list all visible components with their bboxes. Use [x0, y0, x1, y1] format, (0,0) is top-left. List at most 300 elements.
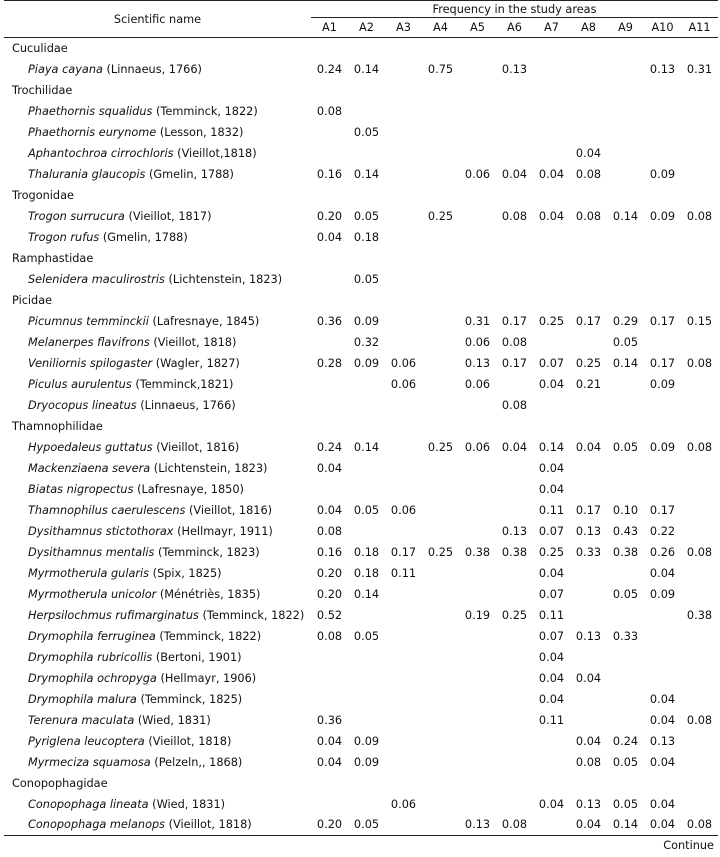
species-row	[4, 626, 718, 647]
species-row	[4, 542, 718, 563]
frequency-cell	[385, 143, 422, 164]
frequency-cell	[681, 668, 718, 689]
frequency-cell: 0.33	[612, 629, 639, 643]
species-name	[4, 395, 311, 416]
frequency-cell	[422, 794, 459, 815]
frequency-cell	[459, 395, 496, 416]
frequency-cell: 0.04	[649, 797, 676, 811]
frequency-cell: 0.22	[649, 524, 676, 538]
family-row	[4, 416, 718, 437]
species-author: (Gmelin, 1788)	[148, 167, 234, 181]
frequency-cell	[644, 458, 681, 479]
frequency-cell	[533, 59, 570, 80]
frequency-cell: 0.13	[575, 524, 602, 538]
frequency-cell	[385, 206, 422, 227]
frequency-cell	[607, 59, 644, 80]
frequency-cell: 0.18	[353, 230, 380, 244]
empty-cell	[311, 773, 348, 794]
frequency-cell: 0.04	[538, 692, 565, 706]
empty-cell	[496, 290, 533, 311]
frequency-cell: 0.75	[427, 62, 454, 76]
frequency-cell	[570, 647, 607, 668]
frequency-cell	[607, 269, 644, 290]
frequency-cell	[496, 227, 533, 248]
family-name: Ramphastidae	[12, 251, 94, 265]
frequency-cell: 0.17	[501, 356, 528, 370]
frequency-cell	[459, 521, 496, 542]
frequency-cell	[459, 563, 496, 584]
family-row	[4, 773, 718, 794]
frequency-cell	[348, 374, 385, 395]
frequency-cell: 0.13	[649, 734, 676, 748]
frequency-cell: 0.04	[501, 167, 528, 181]
frequency-cell: 0.04	[501, 440, 528, 454]
frequency-cell	[459, 227, 496, 248]
empty-cell	[681, 416, 718, 437]
frequency-cell: 0.08	[686, 356, 713, 370]
frequency-cell	[422, 689, 459, 710]
species-name	[4, 458, 311, 479]
frequency-cell: 0.08	[575, 755, 602, 769]
empty-cell	[681, 38, 718, 59]
frequency-cell: 0.43	[612, 524, 639, 538]
empty-cell	[459, 80, 496, 101]
species-binomial: Drymophila malura	[28, 692, 137, 706]
frequency-cell	[311, 647, 348, 668]
species-row	[4, 59, 718, 80]
frequency-cell: 0.11	[538, 713, 565, 727]
species-row	[4, 164, 718, 185]
frequency-cell	[607, 710, 644, 731]
species-name	[4, 437, 311, 458]
frequency-cell: 0.04	[575, 671, 602, 685]
frequency-cell	[422, 521, 459, 542]
frequency-cell: 0.04	[649, 566, 676, 580]
species-row	[4, 500, 718, 521]
empty-cell	[681, 773, 718, 794]
species-name	[4, 584, 311, 605]
area-header: A2	[348, 18, 385, 38]
empty-cell	[644, 185, 681, 206]
frequency-cell: 0.17	[501, 314, 528, 328]
species-name	[4, 605, 311, 626]
frequency-cell: 0.10	[612, 503, 639, 517]
frequency-cell: 0.04	[538, 377, 565, 391]
species-row	[4, 437, 718, 458]
species-name	[4, 143, 311, 164]
species-author: (Vieillot, 1816)	[188, 503, 273, 517]
species-author: (Temminck, 1822)	[202, 608, 305, 622]
empty-cell	[385, 185, 422, 206]
frequency-cell: 0.08	[686, 818, 713, 832]
frequency-cell	[681, 731, 718, 752]
frequency-cell: 0.28	[316, 356, 343, 370]
frequency-cell	[570, 395, 607, 416]
frequency-cell	[422, 395, 459, 416]
frequency-cell	[459, 752, 496, 773]
frequency-cell	[348, 143, 385, 164]
species-row	[4, 815, 718, 836]
frequency-cell: 0.09	[353, 755, 380, 769]
empty-cell	[496, 773, 533, 794]
empty-cell	[311, 248, 348, 269]
frequency-cell: 0.17	[649, 356, 676, 370]
frequency-cell	[311, 143, 348, 164]
species-binomial: Picumnus temminckii	[28, 314, 149, 328]
frequency-cell: 0.20	[316, 209, 343, 223]
frequency-cell	[311, 269, 348, 290]
frequency-cell	[459, 458, 496, 479]
frequency-cell: 0.14	[353, 440, 380, 454]
frequency-cell	[496, 710, 533, 731]
frequency-cell	[459, 206, 496, 227]
empty-cell	[644, 248, 681, 269]
empty-cell	[385, 38, 422, 59]
frequency-cell	[348, 458, 385, 479]
frequency-cell	[681, 395, 718, 416]
species-name	[4, 122, 311, 143]
frequency-cell: 0.07	[538, 356, 565, 370]
frequency-cell	[496, 143, 533, 164]
frequency-cell	[533, 269, 570, 290]
family-name: Thamnophilidae	[12, 419, 103, 433]
frequency-cell	[607, 227, 644, 248]
frequency-cell: 0.08	[575, 209, 602, 223]
frequency-cell: 0.15	[686, 314, 713, 328]
family-row	[4, 248, 718, 269]
frequency-cell: 0.17	[649, 314, 676, 328]
frequency-cell	[496, 731, 533, 752]
empty-cell	[570, 773, 607, 794]
frequency-cell	[311, 395, 348, 416]
frequency-cell: 0.29	[612, 314, 639, 328]
frequency-cell: 0.05	[612, 797, 639, 811]
frequency-cell	[385, 458, 422, 479]
frequency-cell: 0.14	[353, 62, 380, 76]
frequency-cell	[459, 710, 496, 731]
species-author: (Ménétriès, 1835)	[159, 587, 261, 601]
species-row	[4, 731, 718, 752]
species-row	[4, 752, 718, 773]
species-name	[4, 752, 311, 773]
species-binomial: Piculus aurulentus	[28, 377, 132, 391]
frequency-cell	[459, 500, 496, 521]
empty-cell	[570, 248, 607, 269]
species-binomial: Phaethornis eurynome	[28, 125, 157, 139]
frequency-cell: 0.04	[538, 482, 565, 496]
frequency-cell	[385, 521, 422, 542]
frequency-cell: 0.17	[649, 503, 676, 517]
frequency-cell	[681, 521, 718, 542]
frequency-cell	[533, 227, 570, 248]
frequency-cell	[681, 563, 718, 584]
empty-cell	[533, 416, 570, 437]
frequency-cell: 0.08	[316, 524, 343, 538]
frequency-cell: 0.07	[538, 524, 565, 538]
empty-cell	[681, 290, 718, 311]
frequency-cell: 0.13	[501, 62, 528, 76]
frequency-cell	[496, 752, 533, 773]
frequency-cell	[607, 647, 644, 668]
frequency-cell	[385, 710, 422, 731]
empty-cell	[348, 248, 385, 269]
empty-cell	[496, 416, 533, 437]
frequency-cell: 0.26	[649, 545, 676, 559]
frequency-cell: 0.38	[464, 545, 491, 559]
frequency-cell	[348, 794, 385, 815]
frequency-cell	[385, 689, 422, 710]
frequency-cell	[459, 668, 496, 689]
frequency-cell: 0.24	[316, 440, 343, 454]
species-author: (Lichtenstein, 1823)	[153, 461, 268, 475]
frequency-cell	[311, 332, 348, 353]
empty-cell	[496, 38, 533, 59]
frequency-cell: 0.18	[353, 545, 380, 559]
frequency-cell	[422, 605, 459, 626]
frequency-cell: 0.13	[649, 62, 676, 76]
frequency-cell	[311, 689, 348, 710]
species-name	[4, 59, 311, 80]
empty-cell	[496, 185, 533, 206]
frequency-cell	[385, 584, 422, 605]
empty-cell	[607, 416, 644, 437]
frequency-cell	[570, 332, 607, 353]
frequency-cell: 0.17	[575, 314, 602, 328]
frequency-cell: 0.19	[464, 608, 491, 622]
species-row	[4, 101, 718, 122]
table-header	[4, 1, 718, 38]
frequency-cell	[496, 122, 533, 143]
species-binomial: Selenidera maculirostris	[28, 272, 165, 286]
frequency-cell	[496, 584, 533, 605]
frequency-cell	[570, 605, 607, 626]
frequency-cell	[422, 227, 459, 248]
frequency-cell: 0.16	[316, 167, 343, 181]
frequency-cell: 0.13	[464, 356, 491, 370]
frequency-cell: 0.25	[575, 356, 602, 370]
species-author: (Linnaeus, 1766)	[140, 398, 236, 412]
frequency-cell	[533, 752, 570, 773]
frequency-cell	[570, 710, 607, 731]
frequency-cell: 0.08	[501, 398, 528, 412]
species-binomial: Dysithamnus mentalis	[28, 545, 155, 559]
species-name	[4, 227, 311, 248]
frequency-cell: 0.06	[390, 356, 417, 370]
species-name	[4, 668, 311, 689]
frequency-cell: 0.05	[353, 272, 380, 286]
frequency-cell: 0.04	[649, 818, 676, 832]
species-binomial: Myrmotherula unicolor	[28, 587, 157, 601]
frequency-cell	[681, 269, 718, 290]
frequency-cell	[422, 500, 459, 521]
frequency-cell: 0.13	[464, 818, 491, 832]
frequency-cell	[570, 689, 607, 710]
frequency-cell: 0.06	[390, 377, 417, 391]
species-name	[4, 647, 311, 668]
frequency-cell: 0.08	[686, 209, 713, 223]
species-row	[4, 311, 718, 332]
frequency-cell	[311, 479, 348, 500]
frequency-cell	[681, 227, 718, 248]
empty-cell	[348, 290, 385, 311]
species-row	[4, 395, 718, 416]
species-binomial: Trogon rufus	[28, 230, 100, 244]
empty-cell	[607, 248, 644, 269]
frequency-cell: 0.09	[649, 377, 676, 391]
frequency-cell: 0.14	[353, 587, 380, 601]
species-binomial: Myrmeciza squamosa	[28, 755, 151, 769]
frequency-cell	[348, 479, 385, 500]
frequency-cell	[422, 122, 459, 143]
frequency-cell	[385, 647, 422, 668]
species-row	[4, 269, 718, 290]
species-binomial: Terenura maculata	[28, 713, 135, 727]
frequency-cell: 0.04	[575, 146, 602, 160]
frequency-cell: 0.05	[612, 335, 639, 349]
empty-cell	[385, 80, 422, 101]
species-name	[4, 500, 311, 521]
frequency-cell: 0.33	[575, 545, 602, 559]
species-row	[4, 647, 718, 668]
frequency-cell	[607, 458, 644, 479]
area-header: A9	[607, 18, 644, 38]
empty-cell	[570, 80, 607, 101]
frequency-cell	[422, 143, 459, 164]
frequency-cell: 0.17	[390, 545, 417, 559]
species-author: (Temminck, 1822)	[159, 629, 262, 643]
frequency-cell	[533, 143, 570, 164]
area-header: A11	[681, 18, 718, 38]
frequency-cell	[570, 227, 607, 248]
empty-cell	[644, 773, 681, 794]
species-author: (Spix, 1825)	[152, 566, 222, 580]
species-name	[4, 479, 311, 500]
frequency-cell: 0.20	[316, 818, 343, 832]
frequency-cell	[644, 122, 681, 143]
frequency-cell: 0.08	[316, 104, 343, 118]
frequency-cell	[385, 227, 422, 248]
frequency-cell	[533, 815, 570, 836]
frequency-cell: 0.08	[316, 629, 343, 643]
frequency-cell	[681, 626, 718, 647]
frequency-cell	[459, 101, 496, 122]
species-binomial: Dryocopus lineatus	[28, 398, 137, 412]
frequency-cell: 0.21	[575, 377, 602, 391]
frequency-cell	[422, 647, 459, 668]
family-name: Cuculidae	[12, 41, 68, 55]
empty-cell	[422, 80, 459, 101]
species-name	[4, 164, 311, 185]
empty-cell	[533, 248, 570, 269]
species-binomial: Biatas nigropectus	[28, 482, 134, 496]
empty-cell	[348, 80, 385, 101]
species-row	[4, 332, 718, 353]
empty-cell	[311, 38, 348, 59]
frequency-cell	[533, 332, 570, 353]
frequency-cell: 0.04	[649, 713, 676, 727]
frequency-cell	[422, 752, 459, 773]
empty-cell	[385, 773, 422, 794]
frequency-cell	[311, 122, 348, 143]
family-name: Trochilidae	[12, 83, 73, 97]
empty-cell	[496, 80, 533, 101]
frequency-cell	[681, 374, 718, 395]
empty-cell	[385, 416, 422, 437]
frequency-cell: 0.52	[316, 608, 343, 622]
empty-cell	[459, 185, 496, 206]
frequency-cell: 0.04	[538, 461, 565, 475]
species-name	[4, 563, 311, 584]
frequency-cell	[607, 374, 644, 395]
frequency-cell	[422, 731, 459, 752]
frequency-cell	[311, 668, 348, 689]
species-name	[4, 311, 311, 332]
frequency-cell	[681, 689, 718, 710]
frequency-cell	[496, 458, 533, 479]
frequency-cell: 0.04	[538, 650, 565, 664]
area-header: A1	[311, 18, 348, 38]
frequency-cell: 0.38	[612, 545, 639, 559]
species-row	[4, 374, 718, 395]
frequency-cell	[496, 689, 533, 710]
empty-cell	[607, 80, 644, 101]
frequency-cell	[459, 584, 496, 605]
frequency-cell	[422, 311, 459, 332]
empty-cell	[348, 185, 385, 206]
area-header: A3	[385, 18, 422, 38]
frequency-cell	[533, 731, 570, 752]
empty-cell	[533, 38, 570, 59]
frequency-cell: 0.14	[612, 818, 639, 832]
frequency-cell	[422, 332, 459, 353]
frequency-cell: 0.38	[686, 608, 713, 622]
species-author: (Wied, 1831)	[137, 713, 211, 727]
species-author: (Bertoni, 1901)	[155, 650, 242, 664]
species-row	[4, 584, 718, 605]
frequency-cell: 0.05	[353, 209, 380, 223]
frequency-cell: 0.09	[353, 356, 380, 370]
species-binomial: Phaethornis squalidus	[28, 104, 153, 118]
frequency-cell: 0.04	[538, 167, 565, 181]
frequency-cell	[570, 584, 607, 605]
frequency-cell: 0.25	[427, 209, 454, 223]
species-author: (Pelzeln,, 1868)	[154, 755, 243, 769]
species-name	[4, 206, 311, 227]
family-row	[4, 290, 718, 311]
empty-cell	[459, 248, 496, 269]
frequency-cell	[681, 794, 718, 815]
frequency-cell	[644, 605, 681, 626]
empty-cell	[311, 290, 348, 311]
species-binomial: Aphantochroa cirrochloris	[28, 146, 174, 160]
frequency-cell	[459, 647, 496, 668]
species-frequency-table	[4, 0, 718, 836]
area-header: A8	[570, 18, 607, 38]
species-row	[4, 563, 718, 584]
area-header: A4	[422, 18, 459, 38]
frequency-cell	[459, 59, 496, 80]
frequency-cell	[607, 395, 644, 416]
empty-cell	[570, 38, 607, 59]
empty-cell	[681, 248, 718, 269]
frequency-cell: 0.06	[464, 335, 491, 349]
frequency-cell	[496, 794, 533, 815]
frequency-cell: 0.05	[612, 587, 639, 601]
species-name	[4, 332, 311, 353]
empty-cell	[422, 38, 459, 59]
area-header: A7	[533, 18, 570, 38]
frequency-cell	[496, 626, 533, 647]
